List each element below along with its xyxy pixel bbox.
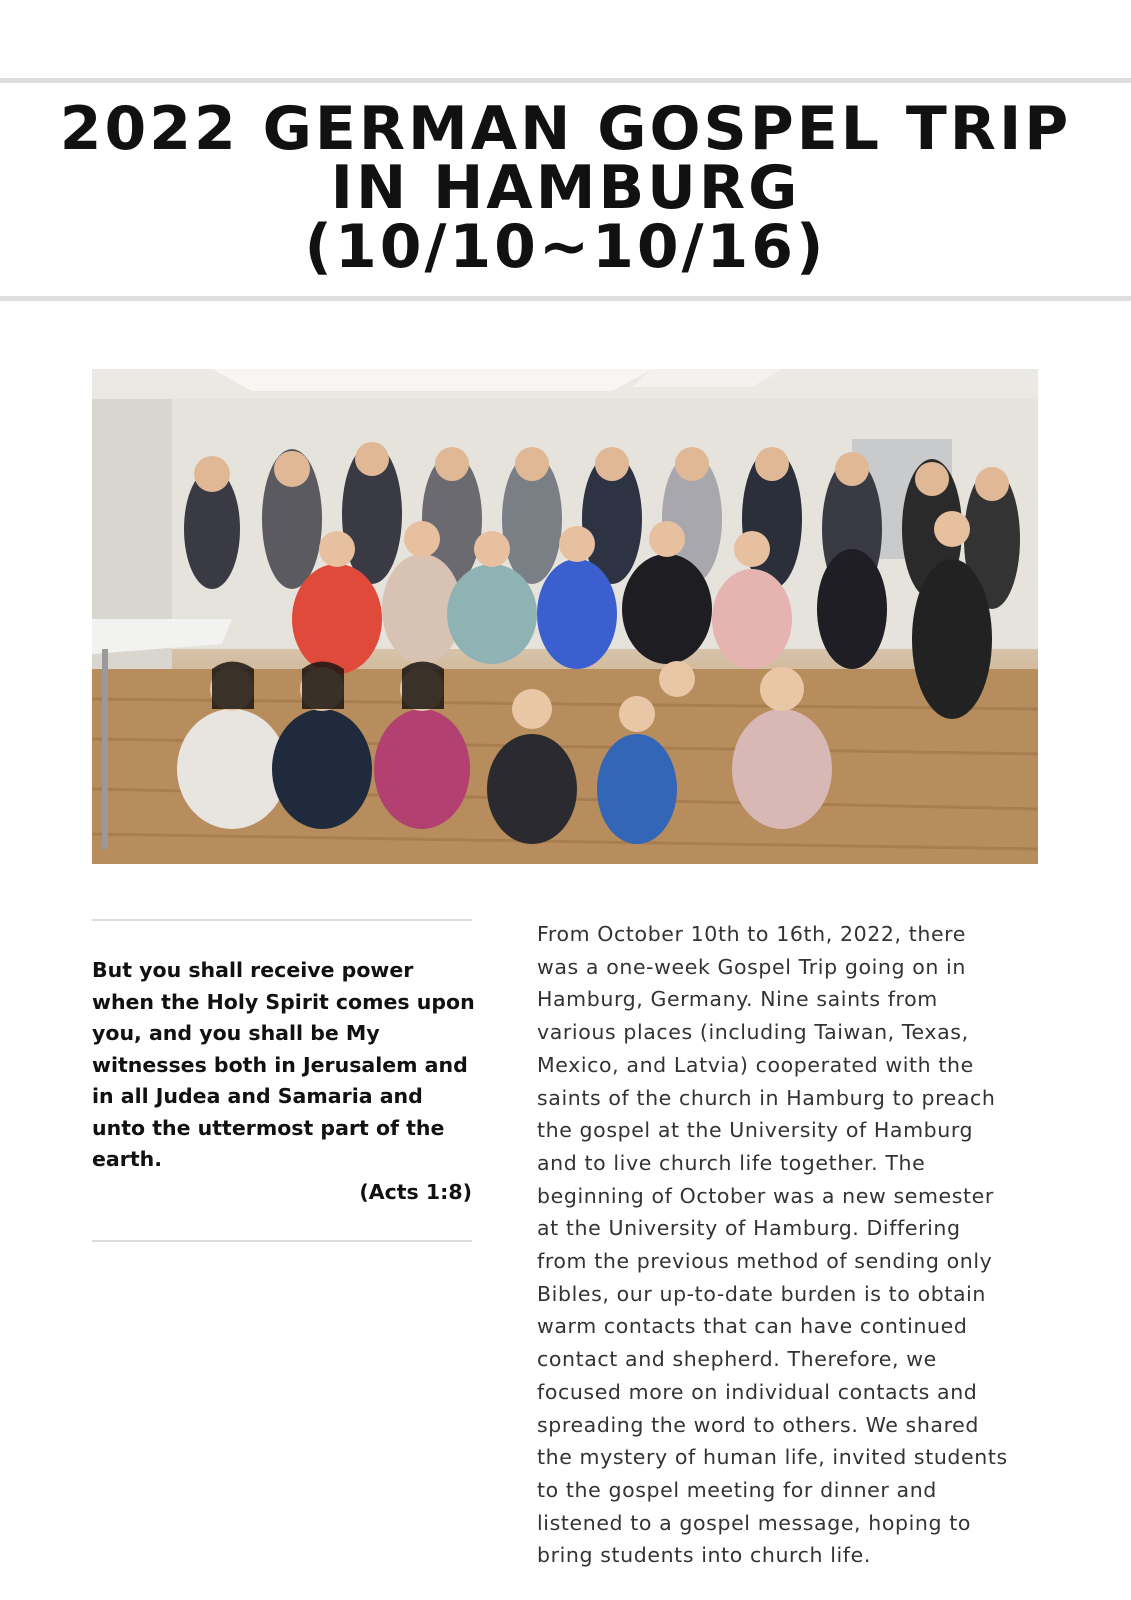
title-line-3: (10/10~10/16) [304,212,827,282]
article-line: saints of the church in Hamburg to preach [537,1085,996,1110]
article-line: Hamburg, Germany. Nine saints from [537,987,938,1012]
article-line: spreading the word to others. We shared [537,1412,979,1437]
article-line: Bibles, our up-to-date burden is to obtain [537,1281,987,1306]
group-photo [92,369,1038,864]
header-bottom-rule [0,296,1131,301]
article-line: and to live church life together. The [537,1150,926,1175]
article-line: from the previous method of sending only [537,1249,993,1274]
scripture-quote: But you shall receive power when the Holy Spirit comes upon you, and you shall be My witnesses both in Jerusalem and in all Judea and Samaria and unto the uttermost part of the earth. [92,958,475,1171]
article-line: at the University of Hamburg. Differing [537,1216,961,1241]
header-top-rule [0,78,1131,83]
article-line: beginning of October was a new semester [537,1183,994,1208]
article-line: various places (including Taiwan, Texas, [537,1020,969,1045]
quote-bottom-rule [92,1240,472,1242]
article-line: to the gospel meeting for dinner and [537,1477,937,1502]
article-line: the mystery of human life, invited students [537,1445,1008,1470]
article-line: focused more on individual contacts and [537,1379,978,1404]
article-line: was a one-week Gospel Trip going on in [537,954,966,979]
title-line-1: 2022 GERMAN GOSPEL TRIP [59,94,1072,164]
article-line: Mexico, and Latvia) cooperated with the [537,1052,974,1077]
article-line: the gospel at the University of Hamburg [537,1118,974,1143]
article-body [537,918,1057,1572]
article-line: warm contacts that can have continued [537,1314,968,1339]
title-line-2: IN HAMBURG [330,153,801,223]
page-title [0,94,1131,282]
article-line: listened to a gospel message, hoping to [537,1510,972,1535]
article-line: contact and shepherd. Therefore, we [537,1347,937,1372]
quote-top-rule [92,919,472,921]
group-photo-illustration [92,369,1038,864]
article-line: bring students into church life. [537,1543,871,1568]
article-line: From October 10th to 16th, 2022, there [537,922,966,946]
scripture-reference: (Acts 1:8) [359,1180,472,1204]
